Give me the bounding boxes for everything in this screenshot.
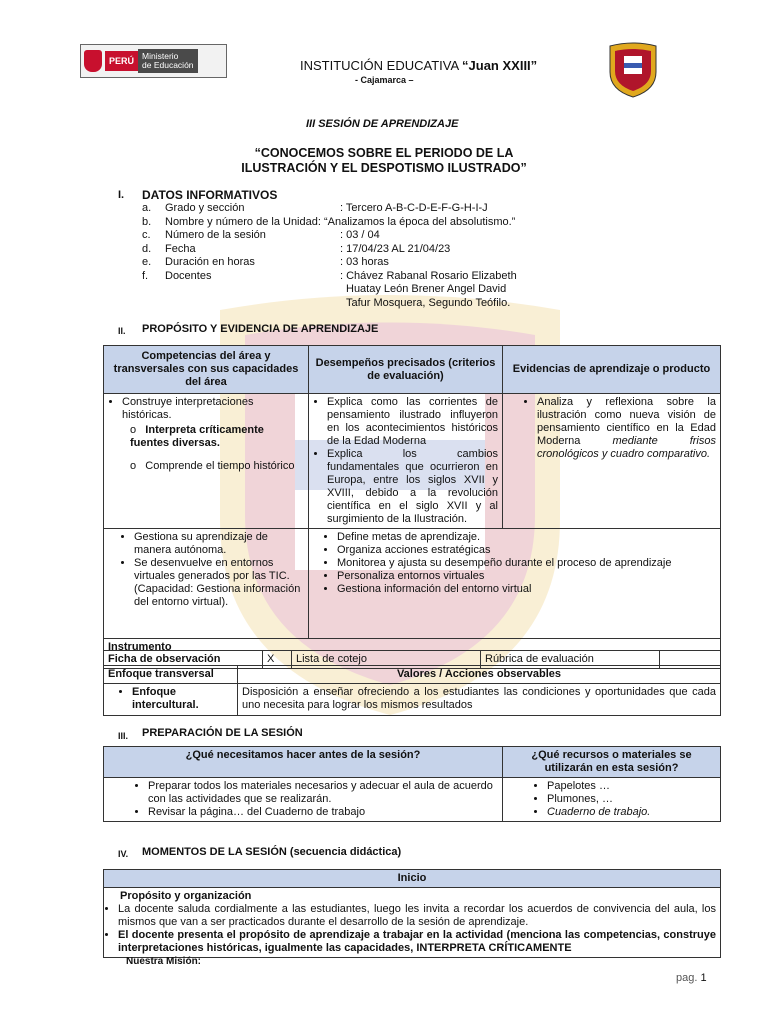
antes-cell (104, 778, 503, 822)
enfoque-cell: • Enfoque intercultural. (104, 684, 238, 716)
transversal-desempenos-cell (309, 529, 721, 639)
antes-item: • Revisar la página… del Cuaderno de trabajo (148, 806, 498, 819)
section1-number: I. (118, 189, 125, 201)
instrumento-lista: Lista de cotejo (292, 651, 481, 669)
peru-label: PERÚ (105, 51, 138, 71)
datos-item (142, 202, 488, 215)
datos-value: : Chávez Rabanal Rosario Elizabeth (340, 269, 517, 282)
inicio-subtitle: Propósito y organización (120, 890, 252, 902)
session-title: “CONOCEMOS SOBRE EL PERIODO DE LA ILUSTRACIÓN Y EL DESPOTISMO ILUSTRADO” (241, 146, 527, 175)
tdes-item: • Organiza acciones estratégicas (337, 544, 716, 557)
docente-name: Huatay León Brener Angel David (346, 283, 507, 295)
datos-letter: a. (142, 202, 152, 214)
tdes-item: • Gestiona información del entorno virtual (337, 583, 716, 596)
datos-label: Duración en horas (165, 256, 255, 268)
transversal-item: • Gestiona su aprendizaje de manera autónoma. (134, 531, 304, 557)
recursos-cell (503, 778, 721, 822)
datos-value: : 03 / 04 (340, 229, 380, 241)
tdes-item: • Define metas de aprendizaje. (337, 531, 716, 544)
desempenos-cell (309, 394, 503, 529)
section2-title: PROPÓSITO Y EVIDENCIA DE APRENDIZAJE (142, 323, 379, 335)
datos-item (142, 256, 389, 269)
header-evidencias: Evidencias de aprendizaje o producto (503, 346, 721, 394)
transversal-item: • Se desenvuelve en entornos virtuales generados por las TIC. (Capacidad: Gestiona información del entorno virtual). (134, 557, 304, 609)
recursos-item: • Cuaderno de trabajo. (547, 806, 716, 819)
evidencias-cell (503, 394, 721, 529)
datos-value: : 17/04/23 AL 21/04/23 (340, 242, 451, 255)
desempeno-item: • Explica los cambios fundamentales que ocurrieron en Europa, entre los siglos XVII y XVIII, debido a la revolución científica en el siglo XVII y al surgimiento de la Ilustración. (327, 448, 498, 526)
section2-number: II. (118, 326, 126, 336)
header-antes: ¿Qué necesitamos hacer antes de la sesión? (104, 747, 503, 778)
valores-cell: Disposición a enseñar ofreciendo a los estudiantes las condiciones y oportunidades que cada uno necesita para lograr los mismos resultados (238, 684, 721, 716)
datos-letter: c. (142, 229, 151, 241)
header-recursos: ¿Qué recursos o materiales se utilizarán en esta sesión? (503, 747, 721, 778)
ministry-name: Ministerio de Educación (138, 49, 198, 73)
footer-mission: Nuestra Misión: (126, 956, 202, 967)
antes-item: • Preparar todos los materiales necesarios y adecuar el aula de acuerdo con las actividades que se realizarán. (148, 780, 498, 806)
datos-letter: e. (142, 256, 152, 268)
section4-number: IV. (118, 849, 129, 859)
datos-label: Grado y sección (165, 202, 245, 214)
datos-item (142, 216, 515, 229)
instrumento-label: Instrumento (104, 639, 721, 657)
datos-label: Nombre y número de la Unidad (165, 215, 318, 228)
valores-header: Valores / Acciones observables (238, 666, 721, 684)
section4-title: MOMENTOS DE LA SESIÓN (secuencia didáctica) (142, 846, 402, 858)
datos-item (142, 243, 450, 256)
header-desempenos: Desempeños precisados (criterios de evaluación) (309, 346, 503, 394)
instrumento-rubrica: Rúbrica de evaluación (481, 651, 660, 669)
momentos-table (103, 869, 721, 958)
section3-number: III. (118, 731, 129, 741)
datos-letter: f. (142, 269, 149, 282)
datos-item (142, 229, 380, 242)
header-competencias: Competencias del área y transversales con sus capacidades del área (104, 346, 309, 394)
capacidad-2: o Comprende el tiempo histórico (130, 460, 295, 472)
section3-title: PREPARACIÓN DE LA SESIÓN (142, 727, 303, 739)
datos-value: : Tercero A-B-C-D-E-F-G-H-I-J (340, 202, 488, 214)
datos-letter: d. (142, 242, 152, 255)
recursos-item: • Plumones, … (547, 793, 716, 806)
institution-location: - Cajamarca – (355, 75, 414, 85)
enfoque-header: Enfoque transversal (104, 666, 238, 684)
docente-name: Tafur Mosquera, Segundo Teófilo. (346, 296, 511, 309)
transversal-competencias-cell (104, 529, 309, 639)
recursos-item: • Papelotes … (547, 780, 716, 793)
competencias-cell (104, 394, 309, 529)
preparacion-table (103, 746, 721, 822)
inicio-paragraph: • La docente saluda cordialmente a las estudiantes, luego les invita a recordar los acuerdos de convivencia del aula, los mismos que van a ser practicados durante el desarrollo de la sesión de aprendizaje. (118, 903, 716, 929)
inicio-header: Inicio (104, 870, 721, 888)
datos-label: Número de la sesión (165, 229, 266, 241)
coat-of-arms-icon (84, 50, 102, 72)
school-crest-icon (608, 42, 658, 98)
datos-label: Docentes (165, 269, 212, 282)
instrumento-mark: X (263, 651, 292, 669)
datos-value: : 03 horas (340, 256, 389, 268)
institution-title: INSTITUCIÓN EDUCATIVA “Juan XXIII” (300, 58, 538, 73)
datos-letter: b. (142, 215, 152, 228)
inicio-paragraph: • El docente presenta el propósito de aprendizaje a trabajar en la actividad (menciona las competencias, construye interpretaciones históricas, igualmente las capacidades, INTERPRETA CRÍTICAMENTE (118, 929, 716, 955)
proposito-table (103, 345, 721, 656)
inicio-cell (104, 888, 721, 958)
page-number: pag. 1 (676, 972, 707, 984)
tdes-item: • Monitorea y ajusta su desempeño durante el proceso de aprendizaje (337, 557, 716, 570)
datos-item (142, 270, 517, 283)
datos-value: : “Analizamos la época del absolutismo.” (317, 215, 516, 228)
desempeno-item: • Explica como las corrientes de pensamiento ilustrado influyeron en los acontecimientos históricos de la Edad Moderna (327, 396, 498, 448)
ministry-logo (80, 44, 227, 78)
tdes-item: • Personaliza entornos virtuales (337, 570, 716, 583)
datos-label: Fecha (165, 242, 196, 255)
competencia-item: • Construye interpretaciones históricas. (122, 396, 304, 422)
section1-title: DATOS INFORMATIVOS (142, 188, 278, 202)
enfoque-table (103, 665, 721, 716)
instrumento-ficha: Ficha de observación (104, 651, 263, 669)
session-label: III SESIÓN DE APRENDIZAJE (306, 118, 459, 130)
capacidad-1: o Interpreta críticamente fuentes diversas. (130, 424, 264, 449)
evidencia-item: • Analiza y reflexiona sobre la ilustración como nueva visión de pensamiento científico en la Edad Moderna mediante frisos cronológicos y cuadro comparativo. (537, 396, 716, 461)
